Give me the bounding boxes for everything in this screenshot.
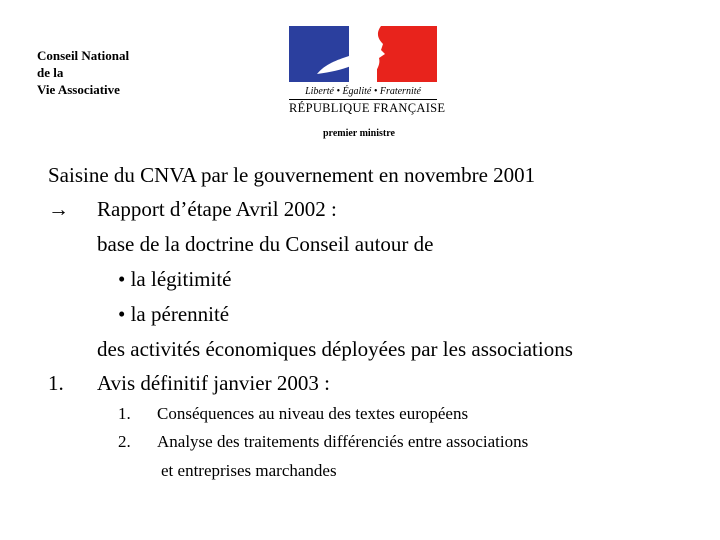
org-line: de la	[37, 65, 64, 80]
subtitle-premier-ministre: premier ministre	[323, 128, 395, 139]
slide-title: Saisine du CNVA par le gouvernement en novembre 2001	[48, 163, 536, 187]
sub-item-number: 1.	[118, 404, 131, 423]
marianne-flag-icon	[289, 26, 437, 82]
logo-motto: Liberté • Égalité • Fraternité	[305, 86, 421, 97]
sub-item-text: Analyse des traitements différenciés entre associations	[157, 432, 529, 451]
avis-line: Avis définitif janvier 2003 :	[97, 371, 330, 395]
organization-name	[37, 47, 129, 98]
base-line: base de la doctrine du Conseil autour de	[97, 232, 434, 256]
rapport-line: Rapport d’étape Avril 2002 :	[97, 197, 337, 221]
arrow-icon: →	[48, 197, 69, 221]
org-line: Conseil National	[37, 48, 130, 63]
bullet-item: • la légitimité	[118, 267, 232, 291]
bullet-item: • la pérennité	[118, 302, 230, 326]
sub-item-continuation: et entreprises marchandes	[161, 461, 337, 480]
republique-francaise-logo	[289, 26, 446, 116]
activites-line: des activités économiques déployées par les associations	[97, 337, 573, 361]
logo-name: RÉPUBLIQUE FRANÇAISE	[289, 101, 446, 115]
sub-item-text: Conséquences au niveau des textes européens	[157, 404, 469, 423]
list-number: 1.	[48, 371, 64, 395]
org-line: Vie Associative	[37, 82, 120, 97]
sub-item-number: 2.	[118, 432, 131, 451]
